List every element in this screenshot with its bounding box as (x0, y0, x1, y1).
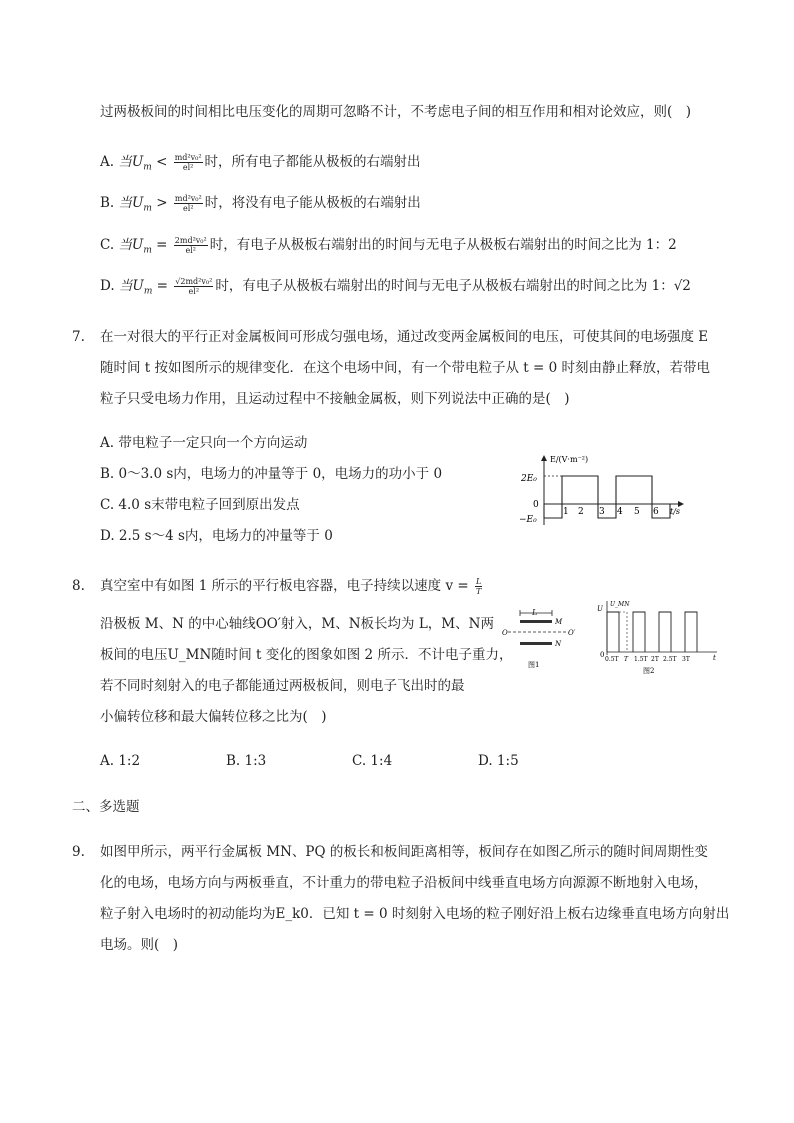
svg-text:U: U (597, 605, 603, 613)
x-tick-5: 5 (634, 507, 640, 517)
svg-text:N: N (555, 640, 562, 648)
x-tick-4: 4 (617, 507, 623, 517)
y-top-label: 2E₀ (521, 474, 537, 484)
q8-line3: 板间的电压U_MN随时间 t 变化的图象如图 2 所示．不计电子重力， (100, 647, 513, 663)
q8-line1: 真空室中有如图 1 所示的平行板电容器，电子持续以速度 v = $\frac{L}{T}$ (100, 577, 482, 596)
q8-number: 8. (72, 578, 85, 594)
q7-line3: 粒子只受电场力作用，且运动过程中不接触金属板，则下列说法中正确的是( ) (100, 391, 570, 407)
x-label: t/s (670, 507, 681, 516)
svg-text:0: 0 (600, 651, 605, 659)
svg-text:0.5T: 0.5T (605, 656, 619, 663)
svg-text:M: M (555, 618, 563, 626)
q8-option-d[interactable]: D. 1:5 (478, 753, 519, 769)
q9-line2: 化的电场，电场方向与两板垂直，不计重力的带电粒子沿板间中线垂直电场方向源源不断地射入电场， (100, 875, 708, 891)
q9-line3: 粒子射入电场时的初动能均为E_k0．已知 t = 0 时刻射入电场的粒子刚好沿上板右边缘垂直电场方向射出 (100, 906, 730, 922)
q7-option-b[interactable]: B. 0～3.0 s内，电场力的冲量等于 0，电场力的功小于 0 (100, 466, 443, 482)
x-tick-1: 1 (563, 507, 569, 517)
q6-option-b[interactable]: B. 当$U_m$ > $\frac{\text{md²v₀²}}{\text{el²}}$ 时，将没有电子能从极板的右端射出 (100, 194, 421, 214)
q7-number: 7. (72, 329, 85, 345)
svg-text:2.5T: 2.5T (663, 656, 677, 663)
y-bottom-label: −E₀ (519, 515, 537, 525)
y-label: E/(V·m⁻²) (550, 455, 589, 464)
x-tick-6: 6 (653, 507, 659, 517)
q6-intro: 过两极板间的时间相比电压变化的周期可忽略不计，不考虑电子间的相互作用和相对论效应，则( ) (100, 104, 692, 120)
fig1-caption: 图1 (528, 661, 540, 669)
x-tick-3: 3 (599, 507, 605, 517)
svg-text:1.5T: 1.5T (634, 656, 648, 663)
svg-text:O: O (502, 629, 508, 637)
q6-option-d[interactable]: D. 当$U_m$ = $\frac{\text{√2md²v₀²}}{\text{el²}}$ 时，有电子从极板右端射出的时间与无电子从极板右端射出的时间之比为 1：√2 (100, 277, 691, 297)
q8-option-a[interactable]: A. 1:2 (100, 753, 141, 769)
q8-voltage-graph (593, 597, 723, 677)
q8-option-c[interactable]: C. 1:4 (352, 753, 393, 769)
q8-option-b[interactable]: B. 1:3 (226, 753, 267, 769)
section-multi-choice: 二、多选题 (72, 799, 140, 815)
svg-text:t: t (713, 654, 716, 662)
svg-text:2T: 2T (651, 656, 659, 663)
svg-text:L: L (532, 608, 538, 617)
q9-line1: 如图甲所示，两平行金属板 MN、PQ 的板长和板间距离相等，板间存在如图乙所示的随时间周期性变 (100, 844, 708, 860)
svg-text:O′: O′ (568, 629, 576, 637)
q6-option-a[interactable]: A. 当$U_m$ < $\frac{\text{md²v₀²}}{\text{el²}}$ 时，所有电子都能从极板的右端射出 (100, 153, 421, 173)
q6-option-c[interactable]: C. 当$U_m$ = $\frac{\text{2md²v₀²}}{\text{el²}}$ 时，有电子从极板右端射出的时间与无电子从极板右端射出的时间之比为 1：2 (100, 236, 677, 256)
q7-option-d[interactable]: D. 2.5 s～4 s内，电场力的冲量等于 0 (100, 528, 333, 544)
plate-n (520, 642, 552, 645)
x-tick-2: 2 (578, 507, 584, 517)
q7-option-a[interactable]: A. 带电粒子一定只向一个方向运动 (100, 435, 308, 451)
q8-capacitor-figure (500, 605, 580, 675)
q9-line4: 电场。则( ) (100, 937, 179, 953)
svg-text:T: T (624, 656, 629, 663)
q8-line2: 沿极板 M、N 的中心轴线OO′射入，M、N板长均为 L，M、N两 (100, 616, 494, 632)
q7-option-c[interactable]: C. 4.0 s末带电粒子回到原出发点 (100, 497, 300, 513)
q8-line4: 若不同时刻射入的电子都能通过两极板间，则电子飞出时的最 (100, 678, 465, 694)
svg-text:3T: 3T (682, 656, 690, 663)
svg-text:U_MN: U_MN (610, 601, 630, 608)
q7-field-graph (515, 450, 695, 530)
y-zero-label: 0 (533, 500, 539, 510)
plate-m (520, 620, 552, 623)
q9-number: 9. (72, 844, 85, 860)
q7-line1: 在一对很大的平行正对金属板间可形成匀强电场，通过改变两金属板间的电压，可使其间的电场强度 E (100, 329, 709, 345)
q7-line2: 随时间 t 按如图所示的规律变化．在这个电场中间，有一个带电粒子从 t = 0 时刻由静止释放，若带电 (100, 360, 710, 376)
q8-line5: 小偏转位移和最大偏转位移之比为( ) (100, 709, 327, 725)
fig2-caption: 图2 (643, 667, 655, 675)
